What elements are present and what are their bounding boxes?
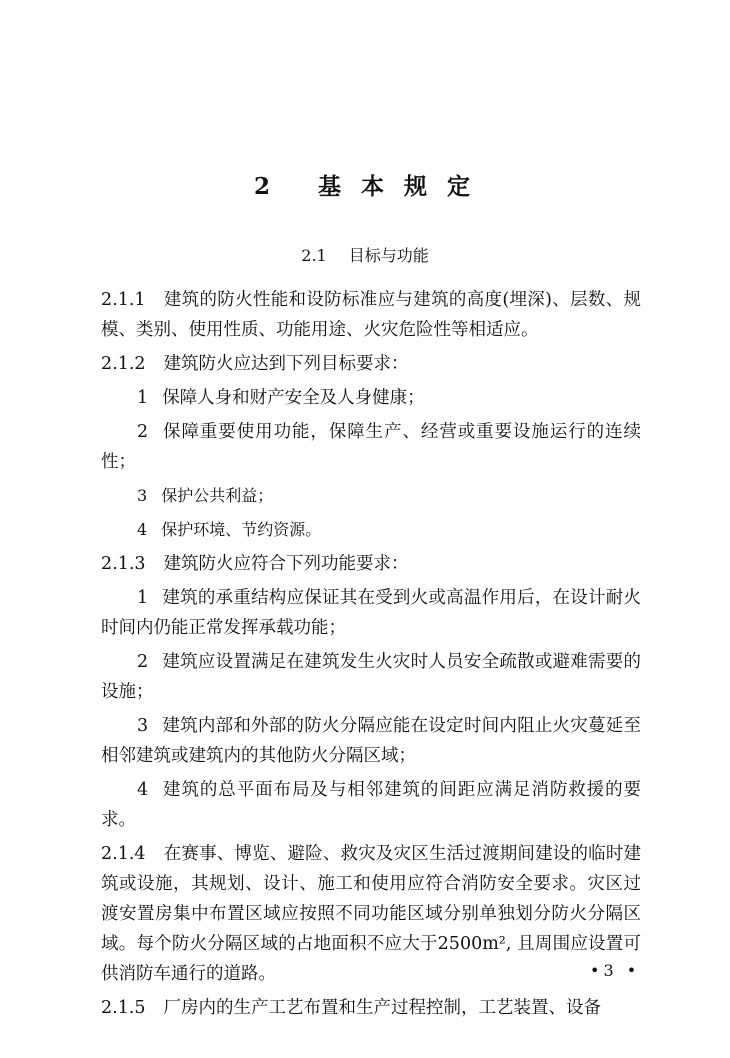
item-text: 保障人身和财产安全及人身健康；	[162, 388, 425, 408]
clause-number: 2.1.2	[101, 354, 146, 374]
clause-number: 2.1.3	[101, 554, 146, 574]
list-item	[101, 711, 641, 771]
clause-2-1-5	[101, 993, 641, 1023]
list-item	[101, 515, 641, 545]
clause-text: 建筑防火应符合下列功能要求：	[163, 554, 409, 574]
chapter-number: 2	[253, 173, 276, 200]
list-item	[101, 417, 641, 477]
item-number: 2	[137, 652, 149, 672]
chapter-name: 基 本 规 定	[318, 173, 477, 200]
list-item	[101, 775, 641, 835]
item-text: 建筑内部和外部的防火分隔应能在设定时间内阻止火灾蔓延至相邻建筑或建筑内的其他防火分隔区域；	[101, 716, 641, 766]
list-item	[101, 647, 641, 707]
clause-number: 2.1.5	[101, 998, 146, 1018]
clause-2-1-1	[101, 285, 641, 345]
clause-2-1-4	[101, 839, 641, 989]
clause-text: 在赛事、博览、避险、救灾及灾区生活过渡期间建设的临时建筑或设施，其规划、设计、施工和使用应符合消防安全要求。灾区过渡安置房集中布置区域应按照不同功能区域分别单独划分防火分隔区域。每个防火分隔区域的占地面积不应大于2500m², 且周围应设置可供消防车通行的道路。	[101, 844, 641, 984]
item-number: 1	[137, 388, 149, 408]
chapter-title	[0, 168, 730, 201]
list-item	[101, 383, 641, 413]
list-item	[101, 481, 641, 511]
item-text: 保障重要使用功能，保障生产、经营或重要设施运行的连续性；	[101, 422, 641, 472]
document-body	[101, 285, 641, 1027]
list-item	[101, 583, 641, 643]
item-number: 4	[137, 520, 148, 539]
item-text: 保护环境、节约资源。	[161, 520, 322, 539]
clause-2-1-3	[101, 549, 641, 579]
clause-2-1-2	[101, 349, 641, 379]
page-number: •3 •	[590, 961, 641, 980]
section-title	[0, 243, 730, 266]
item-text: 保护公共利益；	[161, 486, 274, 505]
clause-number: 2.1.4	[101, 844, 146, 864]
clause-number: 2.1.1	[101, 290, 146, 310]
item-number: 1	[137, 588, 149, 608]
clause-text: 建筑防火应达到下列目标要求：	[163, 354, 409, 374]
item-number: 3	[137, 716, 149, 736]
item-number: 2	[137, 422, 149, 442]
section-name: 目标与功能	[348, 246, 429, 265]
clause-text: 厂房内的生产工艺布置和生产过程控制，工艺装置、设备	[163, 998, 602, 1018]
item-number: 4	[137, 780, 149, 800]
clause-text: 建筑的防火性能和设防标准应与建筑的高度(埋深)、层数、规模、类别、使用性质、功能用途、火灾危险性等相适应。	[101, 290, 641, 340]
item-number: 3	[137, 486, 148, 505]
section-number: 2.1	[301, 246, 327, 265]
item-text: 建筑的承重结构应保证其在受到火或高温作用后，在设计耐火时间内仍能正常发挥承载功能；	[101, 588, 641, 638]
item-text: 建筑应设置满足在建筑发生火灾时人员安全疏散或避难需要的设施；	[101, 652, 641, 702]
item-text: 建筑的总平面布局及与相邻建筑的间距应满足消防救援的要求。	[101, 780, 641, 830]
